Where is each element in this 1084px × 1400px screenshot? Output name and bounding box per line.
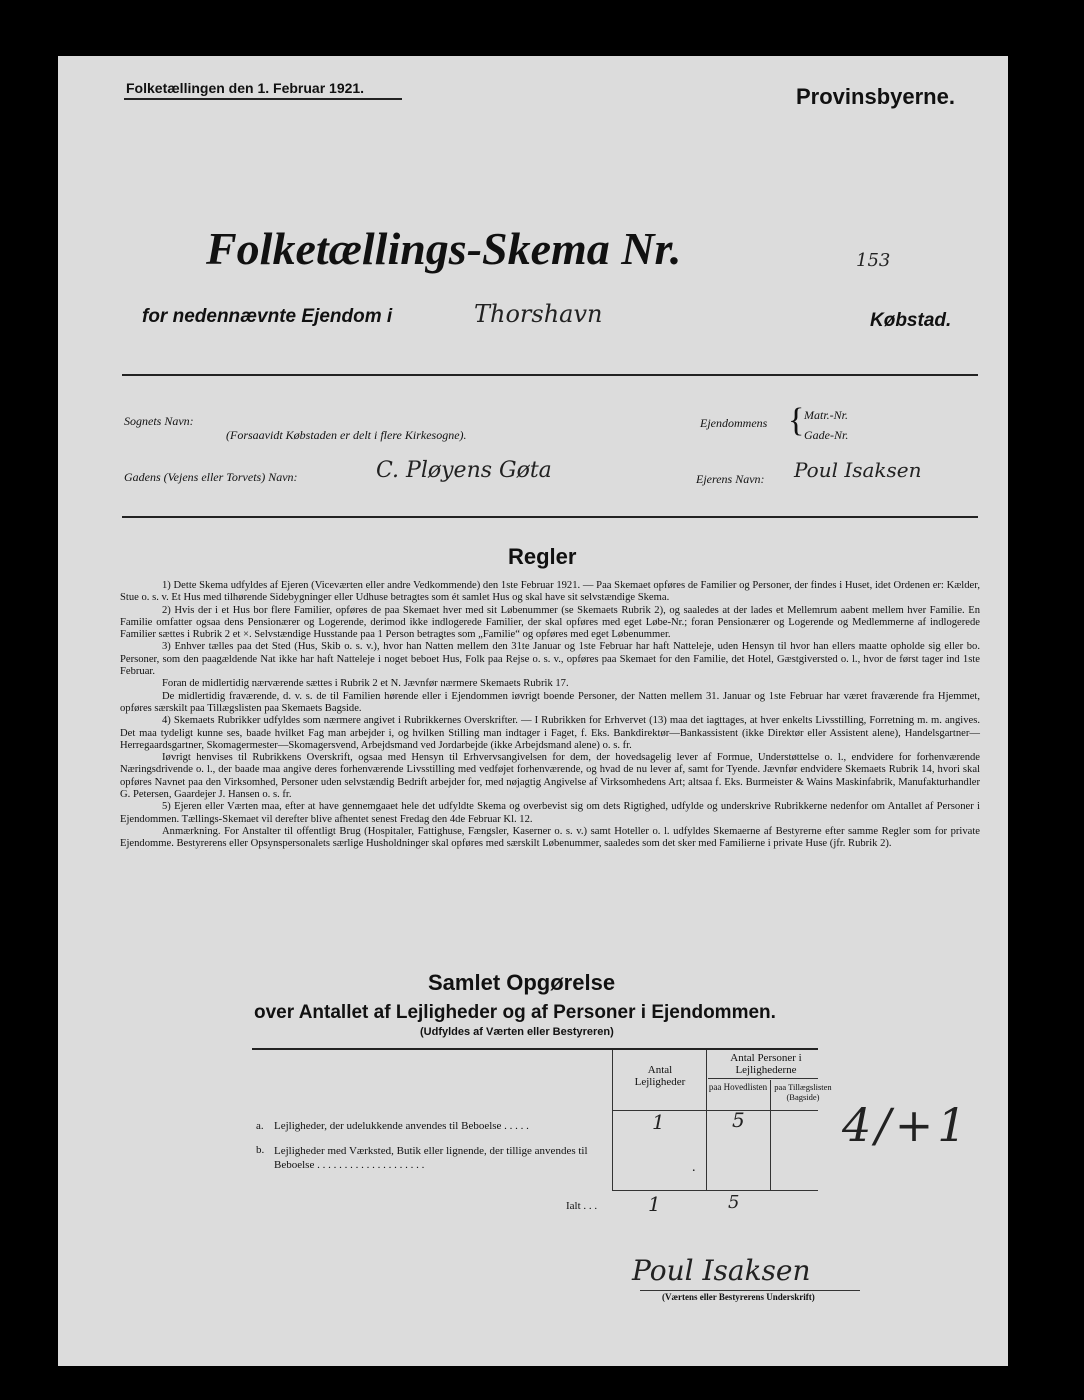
summary-heading: Samlet Opgørelse [428,970,616,995]
col-persons-header: Antal Personer i Lejlighederne [730,1052,802,1076]
rule-paragraph-2: 2) Hvis der i et Hus bor flere Familier, opføres de paa Skemaet hver med sit Løbenummer (se Skemaets Rubrik 2), og saaledes at der lades et Mellemrum aabent mellem hver Familie. En Familie omfatter ogsaa dens Pensionærer og Logerende, derimod ikke indlogerede Familier, der skal opføres med eget Løbe-Nr.; foran Pensionærer og Logerende og Medlemmerne af indlogerede Familier sættes i Rubrik 2 et ×. Selvstændige Husstande paa 1 Person betragtes som „Familie“ og opføres med eget Løbenummer. [120,604,980,641]
table-col-line-2 [706,1050,707,1190]
signature-line [640,1290,860,1291]
fields-divider [122,516,978,518]
region-label: Provinsbyerne. [796,84,955,109]
table-col-line-1 [612,1050,613,1190]
rule-note: Anmærkning. For Anstalter til offentligt Brug (Hospitaler, Fattighuse, Fængsler, Kaserner o. s. v.) samt Hoteller o. l. udfyldes Skemaerne af Bestyrerne efter samme Regler som for private Ejendomme. Bestyrerens eller Opsynspersonalets særlige Husholdninger skal opføres med særskilt Løbenummer, saaledes som det sker med Familierne i private Huse (jfr. Rubrik 2). [120,825,980,850]
row-b-main: . [692,1160,696,1175]
parish-note: (Forsaavidt Købstaden er delt i flere Kirkesogne). [226,428,467,442]
matr-label: Matr.-Nr. [804,408,849,422]
summary-subheading: over Antallet af Lejligheder og af Personer i Ejendommen. [254,1002,776,1023]
col-main-list-header: paa Hovedlisten [708,1082,768,1092]
col-apartments-header: Antal Lejligheder [634,1064,686,1088]
gade-label: Gade-Nr. [804,428,849,442]
property-label: Ejendommens [700,416,768,430]
census-date: Folketællingen den 1. Februar 1921. [126,80,365,96]
total-label: Ialt . . . [566,1200,598,1212]
parish-label: Sognets Navn: [124,414,194,428]
table-total-rule [612,1190,818,1191]
form-title: Folketællings-Skema Nr. [206,223,682,274]
table-subheader-rule [708,1078,818,1079]
rule-paragraph-3: 3) Enhver tælles paa det Sted (Hus, Skib o. s. v.), hvor han Natten mellem den 31te Januar og 1ste Februar har haft Natteleje, uden Hensyn til hvor han ellers maatte opholde sig eller bo. Personer, som den paagældende Nat ikke har haft Natteleje i noget beboet Hus, Folk paa Rejse o. s. v., opføres paa Skemaet for den Familie, det Hotel, Gæstgiversted o. l., hvor de først tager ind 1ste Februar. [120,641,980,678]
property-suffix: Købstad. [870,310,952,331]
brace: { [788,402,805,439]
summary-note: (Udfyldes af Værten eller Bestyreren) [420,1026,614,1038]
table-col-line-3 [770,1080,771,1190]
rule-paragraph-4: 4) Skemaets Rubrikker udfyldes som nærmere angivet i Rubrikkernes Overskrifter. — I Rubrikken for Erhvervet (13) maa det iagttages, at hver enkelts Livsstilling, Forretning m. m. angives. Det maa tydeligt kunne ses, baade hvilket Fag man arbejder i, og hvilken Stilling man indtager i Faget, f. Eks. Bankdirektør—Bankassistent (ikke Direktør eller Assistent alene), Handelsgartner—Herregaardsgartner, Skomagermester—Skomagersvend, Arbejdsmand ved Jordarbejde (ikke Arbejdsmand alene) o. s. fr. [120,715,980,751]
row-b-label: Lejligheder med Værksted, Butik eller lignende, der tillige anvendes til Beboelse . . . . . . . . . . . . . . . . . . . . [274,1145,588,1171]
row-a-apartments: 1 [652,1110,665,1134]
signature-caption: (Værtens eller Bestyrerens Underskrift) [662,1292,815,1302]
owner-label: Ejerens Navn: [696,472,765,486]
rules-heading: Regler [508,544,577,569]
table-top-rule [252,1048,818,1050]
row-b-letter: b. [256,1144,265,1156]
row-a-letter: a. [256,1120,264,1132]
total-main: 5 [728,1192,740,1213]
row-a-main: 5 [732,1108,745,1132]
table-header-rule [612,1110,818,1111]
rule-paragraph-4b: Iøvrigt henvises til Rubrikkens Overskrift, ogsaa med Hensyn til Erhvervsangivelsen for dem, der hovedsagelig lever af Formue, Understøttelse o. l., endvidere for forhenværende Næringsdrivende o. l., der baade maa angive deres forhenværende Livsstilling med vedføjet forhenværende, og hvad de nu lever af, samt for Tyende. Jævnfør endvidere Skemaets Rubrik 14, hvori skal opføres Navnet paa den Virksomhed, Personer uden selvstændig Bedrift arbejder for, med nøjagtig Angivelse af Virksomhedens Art; altsaa f. Eks. Burmeister & Wains Maskinfabrik, Manufakturhandler G. Petersen, Gaardejer J. Hansen o. s. fr. [120,752,980,801]
rule-paragraph-3b: Foran de midlertidig nærværende sættes i Rubrik 2 et N. Jævnfør nærmere Skemaets Rubrik 17. [162,678,569,690]
town-name: Thorshavn [474,300,603,328]
owner-value: Poul Isaksen [794,458,922,482]
rule-paragraph-3c: De midlertidig fraværende, d. v. s. de til Familien hørende eller i Ejendommen iøvrigt boende Personer, der Natten mellem 31. Januar og 1ste Februar har været fraværende fra Hjemmet, opføres særskilt paa Tillægslisten paa Skemaets Bagside. [120,690,980,714]
total-apartments: 1 [648,1192,661,1216]
form-number: 153 [856,250,891,271]
row-a-label: Lejligheder, der udelukkende anvendes til Beboelse . . . . . [274,1120,529,1132]
signature: Poul Isaksen [632,1254,811,1287]
rule-paragraph-5: 5) Ejeren eller Værten maa, efter at have gennemgaaet hele det udfyldte Skema og overbevist sig om dets Rigtighed, udfylde og underskrive Rubrikkerne nedenfor om Antallet af Personer i Ejendommen. Tællings-Skemaet vil derefter blive afhentet senest Fredag den 4de Februar Kl. 12. [120,801,980,825]
col-supplement-header: paa Tillægslisten (Bagside) [774,1082,832,1102]
property-prefix: for nedennævnte Ejendom i [142,306,393,327]
title-divider [122,374,978,376]
rules-text [120,580,980,851]
street-label: Gadens (Vejens eller Torvets) Navn: [124,470,298,484]
margin-note: 4/+1 [842,1098,971,1152]
rule-paragraph-1: 1) Dette Skema udfyldes af Ejeren (Viceværten eller andre Vedkommende) den 1ste Februar 1921. — Paa Skemaet opføres de Familier og Personer, der findes i Huset, idet Ordenen er: Kælder, Stue o. s. v. Et Hus med tilhørende Sidebygninger eller Udhuse betragtes som ét samlet Hus og skal have sit selvstændige Skema. [120,580,980,604]
header-underline [124,98,402,100]
street-value: C. Pløyens Gøta [376,458,552,483]
